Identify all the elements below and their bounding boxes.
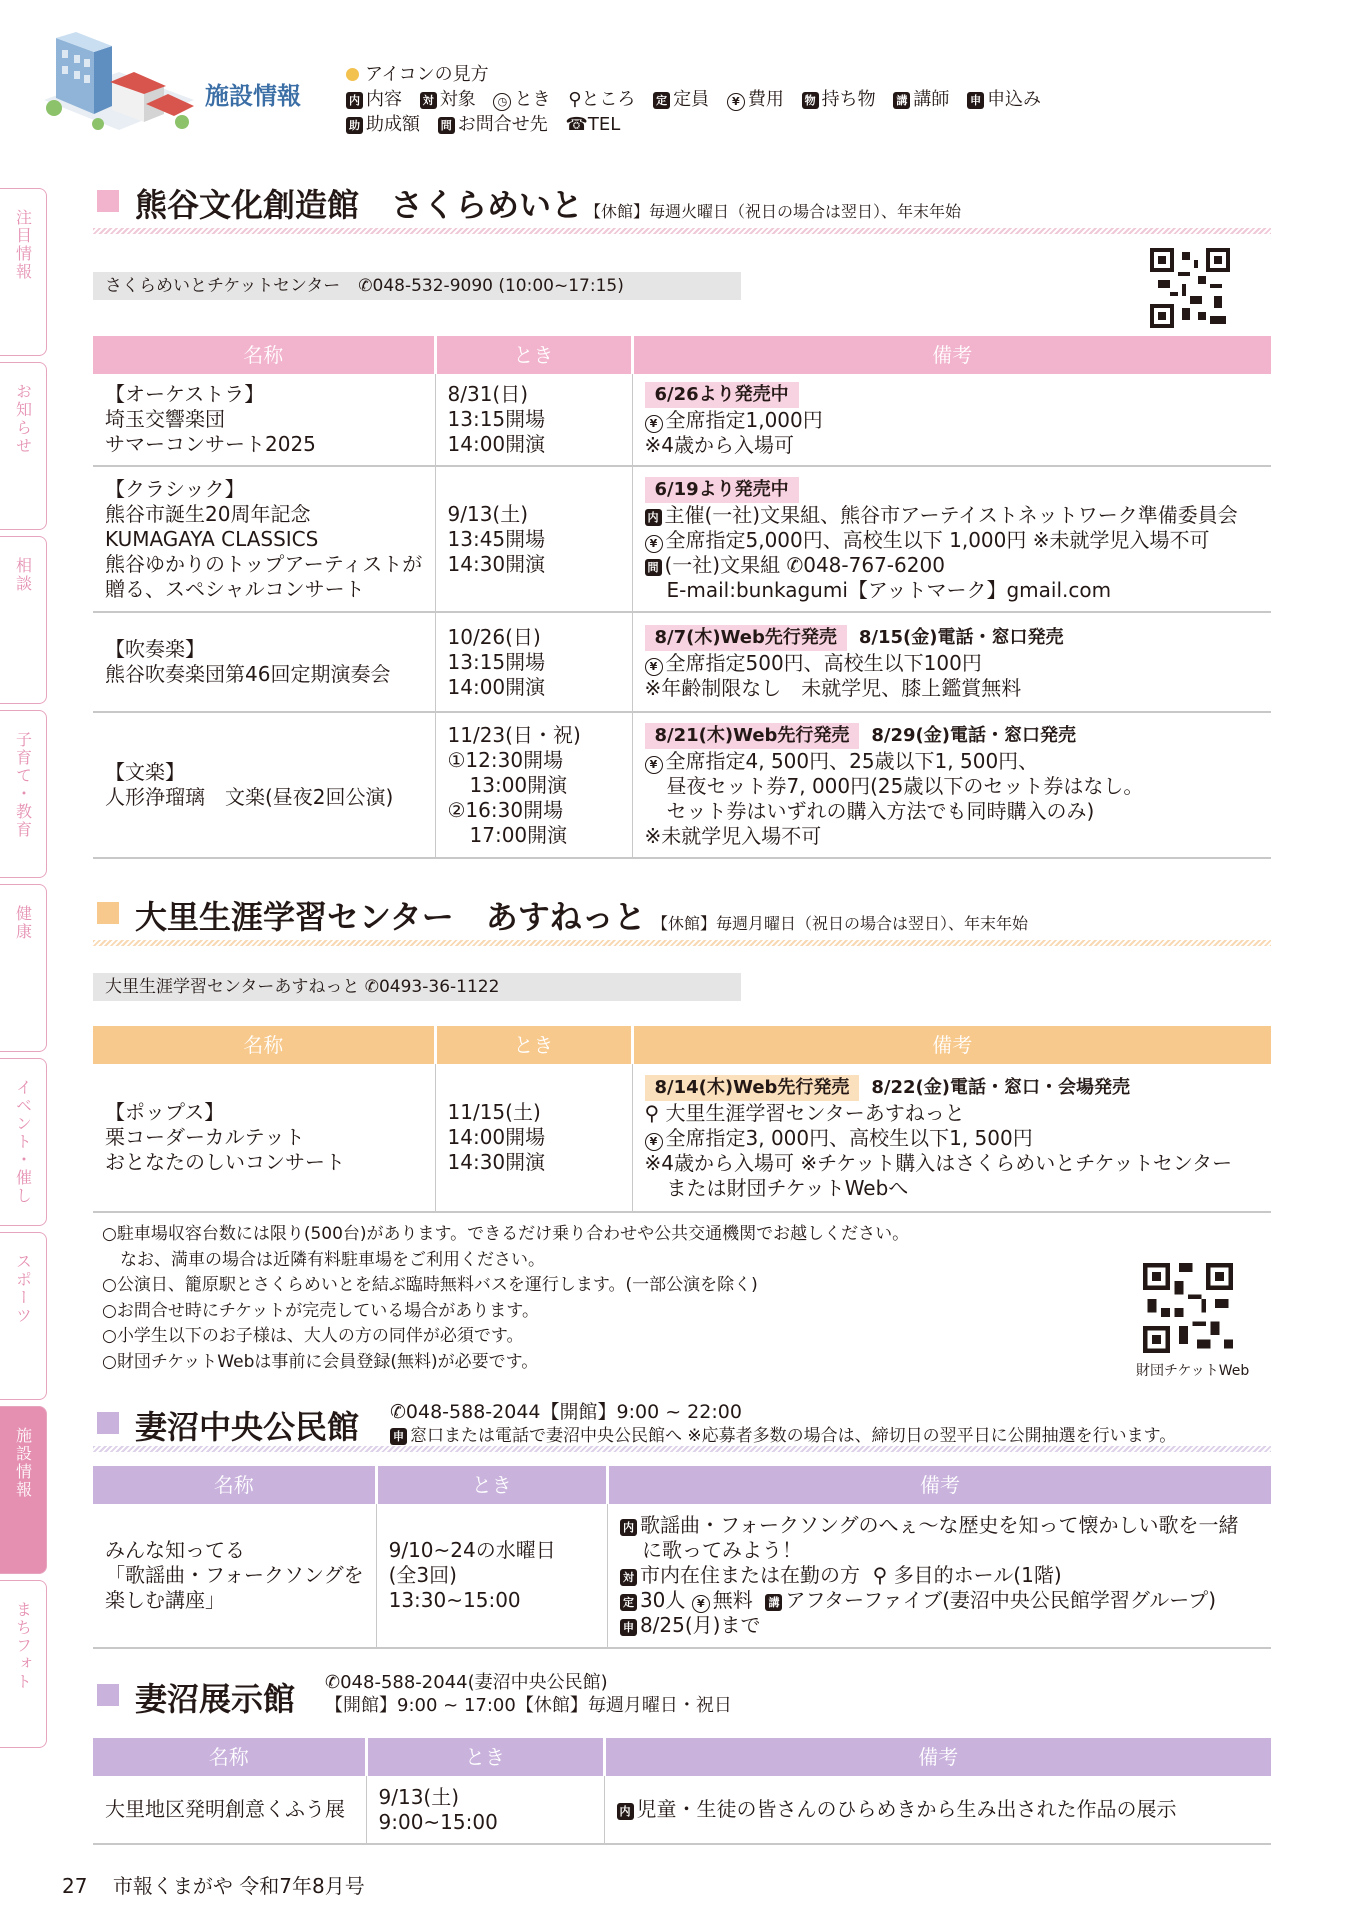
section-marker <box>97 1684 119 1706</box>
note-item: ○財団チケットWebは事前に会員登録(無料)が必要です。 <box>102 1351 539 1372</box>
belongings-icon: 物 <box>802 92 819 109</box>
section-divider <box>93 940 1271 946</box>
events-table-kominkan <box>93 1466 1271 1649</box>
column-header-notes: 備考 <box>632 336 1271 374</box>
application-icon: 申 <box>967 92 984 109</box>
yen-icon: ¥ <box>727 93 745 111</box>
table-row <box>93 612 1271 712</box>
yen-icon: ¥ <box>645 1133 663 1151</box>
yen-icon: ¥ <box>645 756 663 774</box>
side-tab-machi-photo[interactable]: まちフォト <box>0 1580 47 1748</box>
event-time-cell: 11/23(日・祝) ①12:30開場 13:00開演 ②16:30開場 17:00開演 <box>435 712 632 858</box>
facility-contact-line: ✆048-588-2044【開館】9:00 ~ 22:00 <box>390 1401 742 1423</box>
note-item: なお、満車の場合は近隣有料駐車場をご利用ください。 <box>120 1249 545 1270</box>
event-name-cell: 【吹奏楽】 熊谷吹奏楽団第46回定期演奏会 <box>93 612 435 712</box>
legend-item-apply: 申 申込み <box>967 89 1041 110</box>
qr-code[interactable] <box>1143 1263 1233 1353</box>
note-item: ○小学生以下のお子様は、大人の方の同伴が必須です。 <box>102 1326 524 1346</box>
table-row <box>93 1776 1271 1844</box>
column-header-notes: 備考 <box>607 1466 1271 1504</box>
phone-icon: ✆ <box>390 1401 406 1423</box>
table-row <box>93 1504 1271 1648</box>
legend-item-time: ◷ とき <box>493 89 550 110</box>
publication-name: 市報くまがや 令和7年8月号 <box>112 1874 365 1898</box>
inquiry-icon: 問 <box>438 117 455 134</box>
phone-icon: ✆ <box>364 977 379 997</box>
side-tab-facilities[interactable]: 施設情報 <box>0 1406 47 1574</box>
legend-bullet-icon <box>346 68 359 81</box>
location-pin-icon: ⚲ <box>644 1101 666 1125</box>
phone-sale-label: 8/15(金)電話・窓口発売 <box>858 626 1064 648</box>
application-line: 申 窓口または電話で妻沼中央公民館へ ※応募者多数の場合は、締切日の翌平日に公開抽選を行います。 <box>390 1421 1176 1446</box>
legend-item-tel: ☎TEL <box>565 114 621 135</box>
side-tab-attention[interactable]: 注目情報 <box>0 188 47 356</box>
contact-name: 大里生涯学習センターあすねっと <box>105 977 360 997</box>
side-tab-health[interactable]: 健康 <box>0 884 47 1052</box>
subsidy-icon: 助 <box>346 117 363 134</box>
yen-icon: ¥ <box>692 1595 710 1613</box>
section-divider <box>93 1446 1271 1452</box>
legend-item-subsidy: 助 助成額 <box>346 114 420 135</box>
instructor-icon: 講 <box>893 92 910 109</box>
capacity-icon: 定 <box>620 1594 637 1611</box>
event-time-cell: 9/13(土) 9:00~15:00 <box>366 1776 604 1844</box>
closed-days-note: 【休館】毎週月曜日（祝日の場合は翌日）、年末年始 <box>652 914 1029 933</box>
event-time-cell: 10/26(日) 13:15開場 14:00開演 <box>435 612 632 712</box>
column-header-name: 名称 <box>93 1026 435 1064</box>
event-name-cell: 【クラシック】 熊谷市誕生20周年記念 KUMAGAYA CLASSICS 熊谷ゆかりのトップアーティストが 贈る、スペシャルコンサート <box>93 466 435 612</box>
legend-item-belongings: 物 持ち物 <box>802 89 876 110</box>
phone-icon: ✆ <box>325 1672 341 1693</box>
facility-contact-line: ✆048-588-2044(妻沼中央公民館) <box>325 1672 608 1693</box>
phone-sale-label: 8/22(金)電話・窓口・会場発売 <box>871 1077 1131 1098</box>
sale-status-badge: 6/19より発売中 <box>645 477 799 503</box>
section-marker <box>97 902 119 924</box>
instructor-icon: 講 <box>765 1594 782 1611</box>
legend-item-fee: ¥ 費用 <box>727 89 784 110</box>
note-item: ○お問合せ時にチケットが完売している場合があります。 <box>102 1300 539 1321</box>
note-item: ○駐車場収容台数には限り(500台)があります。できるだけ乗り合わせや公共交通機関でお越しください。 <box>102 1224 910 1244</box>
event-time-cell: 8/31(日) 13:15開場 14:00開演 <box>435 374 632 466</box>
target-icon: 対 <box>620 1569 637 1586</box>
contact-phone: 0493-36-1122 <box>378 977 500 997</box>
column-header-time: とき <box>376 1466 607 1504</box>
contact-phone: 048-532-9090 (10:00~17:15) <box>372 276 624 296</box>
content-icon: 内 <box>346 92 363 109</box>
opening-hours-line: 【開館】9:00 ~ 17:00【休館】毎週月曜日・祝日 <box>325 1695 732 1716</box>
column-header-time: とき <box>366 1738 604 1776</box>
legend-item-capacity: 定 定員 <box>653 89 709 110</box>
legend-item-content: 内 内容 <box>346 89 402 110</box>
sale-status-badge: 6/26より発売中 <box>645 382 799 408</box>
column-header-name: 名称 <box>93 1466 376 1504</box>
event-name-cell: 大里地区発明創意くふう展 <box>93 1776 366 1844</box>
phone-icon: ✆ <box>786 552 804 577</box>
qr-caption: 財団チケットWeb <box>1136 1363 1250 1379</box>
event-name-cell: 【ポップス】 栗コーダーカルテット おとなたのしいコンサート <box>93 1064 435 1212</box>
web-sale-badge: 8/21(木)Web先行発売 <box>645 723 860 749</box>
side-tab-consultation[interactable]: 相談 <box>0 536 47 704</box>
event-notes-cell: 8/14(木)Web先行発売 8/22(金)電話・窓口・会場発売 ⚲ 大里生涯学習センターあすねっと ¥ 全席指定3, 000円、高校生以下1, 500円 ※4歳から入場可 ※チケット購入はさくらめいとチケットセンター または財団チケットWebへ <box>632 1064 1271 1212</box>
clock-icon: ◷ <box>493 93 511 111</box>
events-table-tenjikan <box>93 1738 1271 1845</box>
section-marker <box>97 190 119 212</box>
section-title-menuma-tenjikan: 妻沼展示館 <box>135 1680 296 1718</box>
location-pin-icon: ⚲ <box>872 1563 894 1587</box>
content-icon: 内 <box>617 1803 634 1820</box>
application-icon: 申 <box>390 1428 407 1445</box>
events-table-asunet <box>93 1026 1271 1213</box>
event-name-cell: 【文楽】 人形浄瑠璃 文楽(昼夜2回公演) <box>93 712 435 858</box>
location-pin-icon: ⚲ <box>568 89 582 110</box>
notes-block <box>102 1222 909 1375</box>
event-name-cell: みんな知ってる 「歌謡曲・フォークソングを 楽しむ講座」 <box>93 1504 376 1648</box>
yen-icon: ¥ <box>645 658 663 676</box>
legend-item-place: ⚲ところ <box>568 89 636 110</box>
icon-legend <box>346 62 1053 137</box>
column-header-notes: 備考 <box>632 1026 1271 1064</box>
closed-days-note: 【休館】毎週火曜日（祝日の場合は翌日）、年末年始 <box>585 202 962 221</box>
side-tab-news[interactable]: お知らせ <box>0 362 47 530</box>
web-sale-badge: 8/7(木)Web先行発売 <box>645 625 847 651</box>
yen-icon: ¥ <box>645 415 663 433</box>
event-notes-cell: 8/7(木)Web先行発売 8/15(金)電話・窓口発売 ¥ 全席指定500円、高校生以下100円 ※年齢制限なし 未就学児、膝上鑑賞無料 <box>632 612 1271 712</box>
legend-title: アイコンの見方 <box>365 64 489 85</box>
event-time-cell: 11/15(土) 14:00開場 14:30開演 <box>435 1064 632 1212</box>
capacity-icon: 定 <box>653 92 670 109</box>
contact-bar <box>93 973 741 1001</box>
yen-icon: ¥ <box>645 535 663 553</box>
events-table-sakuramate <box>93 336 1271 859</box>
side-tab-childcare[interactable]: 子育て・教育 <box>0 710 47 878</box>
qr-code[interactable] <box>1150 248 1230 328</box>
target-icon: 対 <box>420 92 437 109</box>
building-illustration <box>34 30 204 140</box>
table-row <box>93 466 1271 612</box>
page-category-title: 施設情報 <box>205 82 301 110</box>
note-item: ○公演日、籠原駅とさくらめいとを結ぶ臨時無料バスを運行します。(一部公演を除く) <box>102 1275 758 1295</box>
legend-item-instructor: 講 講師 <box>893 89 949 110</box>
legend-item-inquiry: 問 お問合せ先 <box>438 114 548 135</box>
event-notes-cell: 内 児童・生徒の皆さんのひらめきから生み出された作品の展示 <box>604 1776 1271 1844</box>
contact-name: さくらめいとチケットセンター <box>105 276 341 296</box>
column-header-name: 名称 <box>93 1738 366 1776</box>
table-row <box>93 374 1271 466</box>
event-notes-cell: 6/19より発売中 内 主催(一社)文果組、熊谷市アーテイストネットワーク準備委員会 ¥ 全席指定5,000円、高校生以下 1,000円 ※未就学児入場不可 問 (一社)文果組 ✆048-767-6200 E-mail:bunkagumi【アットマーク】gmail.com <box>632 466 1271 612</box>
web-sale-badge: 8/14(木)Web先行発売 <box>645 1075 860 1101</box>
phone-sale-label: 8/29(金)電話・窓口発売 <box>871 724 1077 746</box>
event-notes-cell: 6/26より発売中 ¥ 全席指定1,000円 ※4歳から入場可 <box>632 374 1271 466</box>
column-header-time: とき <box>435 1026 632 1064</box>
side-tab-events[interactable]: イベント・催し <box>0 1058 47 1226</box>
event-time-cell: 9/10~24の水曜日 (全3回) 13:30~15:00 <box>376 1504 607 1648</box>
content-icon: 内 <box>620 1519 637 1536</box>
table-row <box>93 712 1271 858</box>
column-header-time: とき <box>435 336 632 374</box>
side-tab-sports[interactable]: スポーツ <box>0 1232 47 1400</box>
section-divider <box>93 228 1271 234</box>
phone-icon: ✆ <box>358 276 373 296</box>
contact-bar <box>93 272 741 300</box>
legend-item-target: 対 対象 <box>420 89 476 110</box>
event-notes-cell: 内 歌謡曲・フォークソングのへぇ～な歴史を知って懐かしい歌を一緒 に歌ってみよう！ 対 市内在住または在勤の方 ⚲ 多目的ホール(1階) 定 30人 ¥ 無料 講 アフターファイブ(妻沼中央公民館学習グループ) 申 8/25(月)まで <box>607 1504 1271 1648</box>
section-marker <box>97 1412 119 1434</box>
section-title-asunet: 大里生涯学習センター あすねっと <box>135 898 646 936</box>
event-notes-cell: 8/21(木)Web先行発売 8/29(金)電話・窓口発売 ¥ 全席指定4, 500円、25歳以下1, 500円、 昼夜セット券7, 000円(25歳以下のセット券はなし。 セット券はいずれの購入方法でも同時購入のみ) ※未就学児入場不可 <box>632 712 1271 858</box>
phone-icon: ☎ <box>565 114 588 135</box>
content-icon: 内 <box>645 509 662 526</box>
inquiry-icon: 問 <box>645 559 662 576</box>
table-row <box>93 1064 1271 1212</box>
page-footer <box>62 1870 365 1899</box>
application-icon: 申 <box>620 1619 637 1636</box>
event-name-cell: 【オーケストラ】 埼玉交響楽団 サマーコンサート2025 <box>93 374 435 466</box>
column-header-name: 名称 <box>93 336 435 374</box>
column-header-notes: 備考 <box>604 1738 1271 1776</box>
section-title-menuma-kominkan: 妻沼中央公民館 <box>135 1408 360 1446</box>
email-address[interactable]: E-mail:bunkagumi【アットマーク】gmail.com <box>666 577 1112 602</box>
event-time-cell: 9/13(土) 13:45開場 14:30開演 <box>435 466 632 612</box>
section-title-sakuramate: 熊谷文化創造館 さくらめいと <box>135 186 584 224</box>
page-number: 27 <box>62 1874 88 1898</box>
